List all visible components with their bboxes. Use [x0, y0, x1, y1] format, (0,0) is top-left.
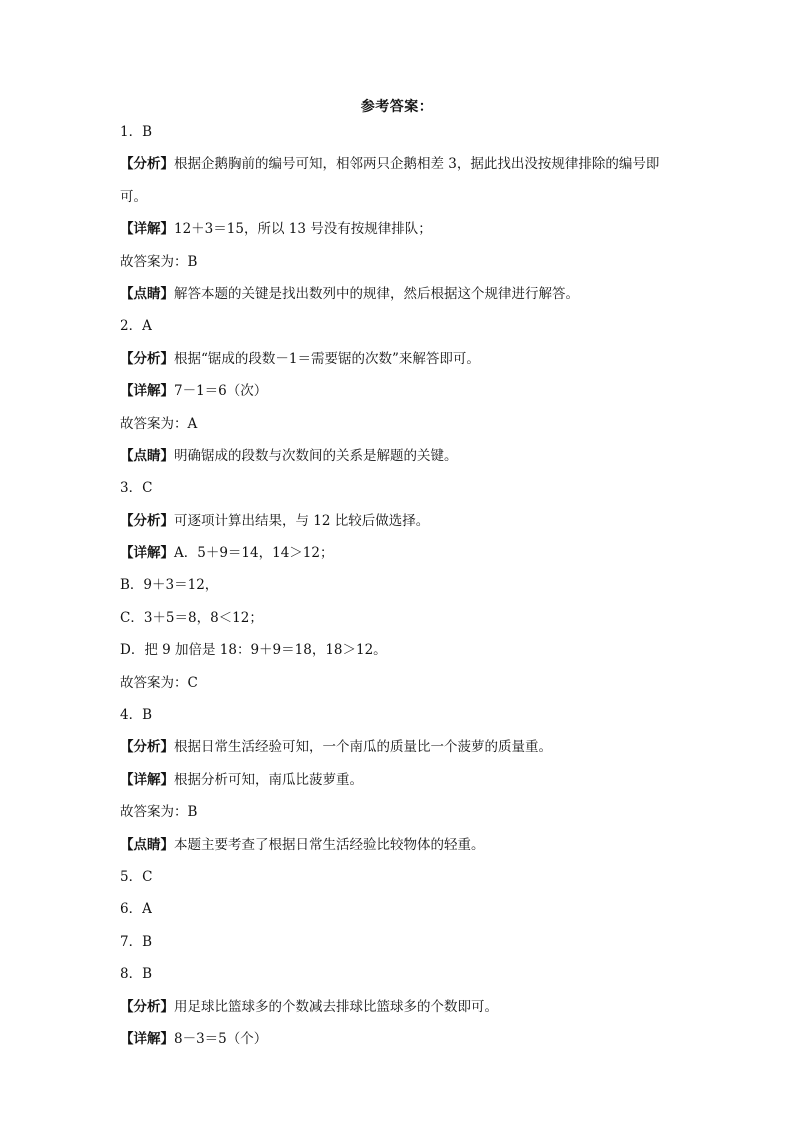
answer-line	[120, 705, 710, 726]
line-text: 12＋3＝15，所以 13 号没有按规律排队；	[174, 221, 432, 238]
line-tag: 【分析】	[120, 998, 174, 1015]
answer-line	[120, 154, 710, 175]
line-text: 明确锯成的段数与次数间的关系是解题的关键。	[174, 447, 458, 464]
answer-line	[120, 673, 710, 694]
line-text: 8－3＝5（个）	[174, 1030, 268, 1047]
answer-line	[120, 1029, 710, 1050]
line-tag: 【详解】	[120, 771, 174, 788]
answer-line	[120, 284, 710, 305]
line-tag: 【点睛】	[120, 836, 174, 853]
answer-line	[120, 932, 710, 953]
answer-line	[120, 867, 710, 888]
line-text: 用足球比篮球多的个数减去排球比篮球多的个数即可。	[174, 998, 498, 1015]
line-text: 可逐项计算出结果，与 12 比较后做选择。	[174, 512, 430, 529]
line-tag: 【分析】	[120, 512, 174, 529]
line-tag: 【点睛】	[120, 447, 174, 464]
line-text: 根据企鹅胸前的编号可知，相邻两只企鹅相差 3，据此找出没按规律排除的编号即	[174, 156, 660, 173]
line-tag: 【详解】	[120, 545, 174, 562]
line-text: 故答案为：B	[120, 804, 198, 821]
answer-list	[120, 122, 710, 1061]
answer-line	[120, 737, 710, 758]
answer-line	[120, 608, 710, 629]
line-tag: 【详解】	[120, 383, 174, 400]
line-text: 4．B	[120, 707, 153, 724]
page-title: 参考答案：	[360, 99, 434, 115]
line-text: B．9＋3＝12，	[120, 577, 219, 594]
answer-line	[120, 511, 710, 532]
answer-line	[120, 543, 710, 564]
answer-line	[120, 770, 710, 791]
answer-line	[120, 575, 710, 596]
line-text: 本题主要考查了根据日常生活经验比较物体的轻重。	[174, 836, 485, 853]
line-text: 可。	[120, 188, 147, 205]
line-tag: 【分析】	[120, 156, 174, 173]
answer-line	[120, 899, 710, 920]
line-text: 根据分析可知，南瓜比菠萝重。	[174, 771, 363, 788]
line-tag: 【详解】	[120, 1030, 174, 1047]
answer-line	[120, 316, 710, 337]
line-tag: 【分析】	[120, 739, 174, 756]
line-text: 5．C	[120, 868, 153, 885]
line-text: 6．A	[120, 901, 152, 918]
line-text: D．把 9 加倍是 18：9＋9＝18，18＞12。	[120, 642, 387, 659]
line-text: 故答案为：B	[120, 253, 198, 270]
line-text: 3．C	[120, 480, 153, 497]
line-text: 8．B	[120, 966, 153, 983]
line-text: A．5＋9＝14，14＞12；	[174, 545, 334, 562]
answer-line	[120, 835, 710, 856]
line-text: 根据“锯成的段数－1＝需要锯的次数”来解答即可。	[174, 350, 480, 367]
line-text: 2．A	[120, 318, 152, 335]
answer-line	[120, 640, 710, 661]
answer-line	[120, 414, 710, 435]
answer-line	[120, 997, 710, 1018]
answer-line	[120, 252, 710, 273]
line-text: 根据日常生活经验可知，一个南瓜的质量比一个菠萝的质量重。	[174, 739, 552, 756]
answer-line	[120, 446, 710, 467]
line-text: C．3＋5＝8，8＜12；	[120, 609, 263, 626]
line-text: 1．B	[120, 124, 153, 140]
answer-line	[120, 802, 710, 823]
answer-line	[120, 349, 710, 370]
line-text: 故答案为：C	[120, 674, 198, 691]
line-tag: 【分析】	[120, 350, 174, 367]
line-text: 7－1＝6（次）	[174, 383, 268, 400]
answer-line	[120, 219, 710, 240]
line-tag: 【点睛】	[120, 285, 174, 302]
line-text: 解答本题的关键是找出数列中的规律，然后根据这个规律进行解答。	[174, 285, 579, 302]
line-text: 7．B	[120, 933, 153, 950]
line-tag: 【详解】	[120, 221, 174, 238]
answer-line	[120, 381, 710, 402]
answer-line	[120, 187, 710, 208]
line-text: 故答案为：A	[120, 415, 198, 432]
answer-line	[120, 478, 710, 499]
answer-line	[120, 122, 710, 143]
answer-line	[120, 964, 710, 985]
